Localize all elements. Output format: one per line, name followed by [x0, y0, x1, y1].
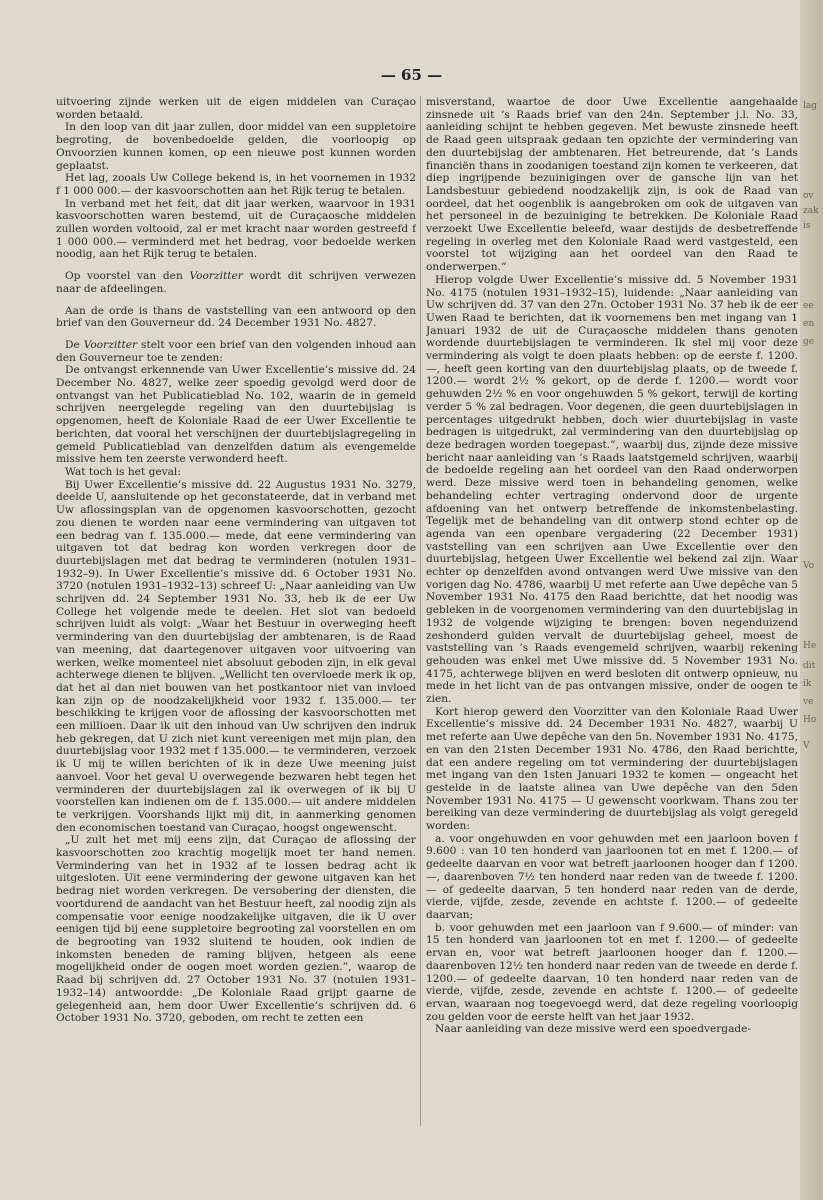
- paragraph: b. voor gehuwden met een jaarloon van f 9.600.— of minder: van 15 ten honderd van jaarloonen tot en met f. 1200.— of gedeelte ervan en, voor wat betreft jaarloonen hooger dan f. 1200.— daarenboven 12½ ten honderd naar reden van de tweede en derde f. 1200.— of gedeelte daarvan, 10 ten honderd naar reden van de vierde, vijfde, zesde, zevende en achtste f. 1200.— of gedeelte ervan, waaraan nog toegevoegd werd, dat deze regeling voorloopig zou gelden voor de eerste helft van het jaar 1932.: [426, 921, 798, 1023]
- edge-fragment: ik: [803, 679, 812, 689]
- edge-fragment: en: [803, 319, 815, 329]
- paragraph-voorzitter-proposal: Op voorstel van den Voorzitter wordt dit schrijven verwezen naar de afdeelingen.: [56, 270, 416, 295]
- paragraph: misverstand, waartoe de door Uwe Excellentie aangehaalde zinsnede uit ’s Raads brief van den 24n. September j.l. No. 33, aanleiding schijnt te hebben gegeven. Met bewuste zinsnede heeft de Raad geen uitspraak gedaan ten opzichte der vermindering van den duurtebijslag der ambtenaren. Het betreurende, dat ’s Lands financiën thans in zoodanigen toestand zijn komen te verkeeren, dat diep ingrijpende bezuinigingen over de gansche lijn van het Landsbestuur gebiedend noodzakelijk zijn, is ook de Raad van oordeel, dat het oogenblik is aangebroken om ook de uitgaven van het personeel in de bezuiniging te betrekken. De Koloniale Raad verzoekt Uwe Excellentie beleefd, waar destijds de desbetreffende regeling in overleg met den Koloniale Raad werd vastgesteld, een voorstel tot wijziging aan het oordeel van den Raad te onderwerpen.”: [426, 96, 798, 274]
- paragraph: Kort hierop gewerd den Voorzitter van den Koloniale Raad Uwer Excellentie’s missive dd. 24 December 1931 No. 4827, waarbij U met referte aan Uwe depêche van den 5n. November 1931 No. 4175, en van den 21sten December 1931 No. 4786, den Raad berichtte, dat een andere regeling om tot vermindering der duurtebijslagen met ingang van den 1sten Januari 1932 te komen — ongeacht het gestelde in de laatste alinea van Uwe depêche van den 5den November 1931 No. 4175 — U gewenscht voorkwam. Thans zou ter bereiking van deze vermindering de duurtebijslag als volgt geregeld worden:: [426, 705, 798, 833]
- paragraph: „U zult het met mij eens zijn, dat Curaçao de aflossing der kasvoorschotten zoo krachtig mogelijk moet ter hand nemen. Vermindering van het in 1932 af te lossen bedrag acht ik uitgesloten. Uit eene vermindering der gewone uitgaven kan het bedrag niet worden verkregen. De versobering der diensten, die voortdurend de aandacht van het Bestuur heeft, zal noodig zijn als compensatie voor eenige noodzakelijke uitgaven, die ik U over eenigen tijd bij eene suppletoire begrooting zal voorstellen en om de begrooting van 1932 sluitend te houden, ook indien de inkomsten beneden de raming blijven, hetgeen als eene mogelijkheid onder de oogen moet worden gezien.”, waarop de Raad bij schrijven dd. 27 October 1931 No. 37 (notulen 1931–1932–14) antwoordde: „De Koloniale Raad grijpt gaarne de gelegenheid aan, hem door Uwer Excellentie’s schrijven dd. 6 October 1931 No. 3720, geboden, om recht te zetten een: [56, 834, 416, 1025]
- voorzitter-italic: Voorzitter: [189, 270, 243, 283]
- left-column: [56, 96, 416, 1136]
- edge-fragment: lag: [803, 101, 818, 111]
- edge-fragment: He: [803, 641, 817, 651]
- paragraph: Naar aanleiding van deze missive werd een spoedvergade-: [435, 1023, 752, 1036]
- edge-fragment: ov: [803, 191, 814, 201]
- page-number: — 65 —: [380, 66, 443, 84]
- paragraph: Het lag, zooals Uw College bekend is, in het voornemen in 1932 f 1 000 000.— der kasvoorschotten aan het Rijk terug te betalen.: [56, 172, 416, 197]
- paragraph: uitvoering zijnde werken uit de eigen middelen van Curaçao worden betaald.: [56, 96, 416, 121]
- edge-fragment: ee: [803, 301, 814, 311]
- paragraph: Bij Uwer Excellentie’s missive dd. 22 Augustus 1931 No. 3279, deelde U, aansluitende op het geconstateerde, dat in verband met Uw aflossingsplan van de opgenomen kasvoorschotten, gezocht zou dienen te worden naar eene vermindering van uitgaven tot een bedrag van f. 135.000.— mede, dat eene vermindering van uitgaven tot dat bedrag kon worden verkregen door de duurtebijslagen met dat bedrag te verminderen (notulen 1931–1932–9). In Uwer Excellentie’s missive dd. 6 October 1931 No. 3720 (notulen 1931–1932–13) schreef U: „Naar aanleiding van Uw schrijven dd. 24 September 1931 No. 33, heb ik de eer Uw College het volgende mede te deelen. Het slot van bedoeld schrijven luidt als volgt: „Waar het Bestuur in overweging heeft vermindering van den duurtebijslag der ambtenaren, is de Raad van meening, dat daartegenover uitgaven voor uitvoering van werken, welke momenteel niet absoluut geboden zijn, in elk geval achterwege dienen te blijven. „Wellicht ten overvloede merk ik op, dat het al dan niet bouwen van het postkantoor niet van invloed kan zijn op de noodzakelijkheid voor 1932 f. 135.000.— ter beschikking te krijgen voor de aflossing der kasvoorschotten met een millioen. Daar ik uit den inhoud van Uw schrijven den indruk heb gekregen, dat U zich niet kunt vereenigen met mijn plan, den duurtebijslag voor 1932 met f 135.000.— te verminderen, verzoek ik U mij te willen berichten of ik in deze Uwe meening juist aanvoel. Voor het geval U overwegende bezwaren hebt tegen het verminderen der duurtebijslagen zal ik overwegen of ik bij U voorstellen kan indienen om de f. 135.000.— uit andere middelen te verkrijgen. Voorshands lijkt mij dit, in aanmerking genomen den economischen toestand van Curaçao, hoogst ongewenscht.: [56, 478, 416, 834]
- paragraph: Aan de orde is thans de vaststelling van een antwoord op den brief van den Gouverneur dd. 24 December 1931 No. 4827.: [56, 304, 416, 330]
- voorzitter-italic: Voorzitter: [83, 338, 138, 351]
- edge-fragment: zak: [803, 206, 819, 216]
- edge-fragment: ve: [803, 697, 814, 707]
- paragraph: Hierop volgde Uwer Excellentie’s missive dd. 5 November 1931 No. 4175 (notulen 1931–1932–15), luidende: „Naar aanleiding van Uw schrijven dd. 37 van den 27n. October 1931 No. 37 heb ik de eer Uwen Raad te berichten, dat ik voornemens ben met ingang van 1 Januari 1932 de uit de Curaçaosche middelen thans genoten wordende duurtebijslagen te verminderen. Ik stel mij voor deze vermindering als volgt te doen plaats hebben: op de eerste f. 1200.—, heeft geen korting van den duurtebijslag plaats, op de tweede f. 1200.— wordt 2½ % gekort, op de derde f. 1200.— wordt voor gehuwden 2½ % en voor ongehuwden 5 % gekort, terwijl de korting verder 5 % zal bedragen. Voor degenen, die geen duurtebijslagen in percentages uitgedrukt hebben, doch wier duurtebijslag in vaste bedragen is uitgedrukt, zal vermindering van den duurtebijslag op deze bedragen worden toegepast.”, waarbij dus, zijnde deze missive bericht naar aanleiding van ’s Raads laatstgemeld schrijven, waarbij de bedoelde regeling aan het oordeel van den Raad onderworpen werd. Deze missive werd toen in behandeling genomen, welke behandeling echter vertraging ondervond door de urgente afdoening van het ontwerp betreffende de inkomstenbelasting. Tegelijk met de behandeling van dit ontwerp stond echter op de agenda van een openbare vergadering (22 December 1931) vaststelling van een schrijven aan Uwe Excellentie over den duurtebijslag, hetgeen Uwer Excellentie wel bekend zal zijn. Waar echter op denzelfden avond ontvangen werd Uwe missive van den vorigen dag No. 4786, waarbij U met referte aan Uwe depêche van 5 November 1931 No. 4175 den Raad berichtte, dat het noodig was gebleken in de voorgenomen vermindering van den duurtebijslag in 1932 de volgende wijziging te brengen: boven negenduizend zeshonderd gulden vervalt de duurtebijslag geheel, moest de vaststelling van ’s Raads evengemeld schrijven, waarbij rekening gehouden was enkel met Uwe missive dd. 5 November 1931 No. 4175, achterwege blijven en werd besloten dit ontwerp opnieuw, nu mede in het licht van de pas ontvangen missive, onder de oogen te zien.: [426, 273, 798, 706]
- paragraph: In verband met het feit, dat dit jaar werken, waarvoor in 1931 kasvoorschotten waren bestemd, uit de Curaçaosche middelen zullen worden voltooid, zal er met kracht naar worden gestreefd f 1 000 000.— verminderd met het bedrag, voor bedoelde werken noodig, aan het Rijk terug te betalen.: [56, 197, 416, 261]
- paragraph: Wat toch is het geval:: [65, 465, 181, 478]
- edge-fragment: is: [803, 221, 811, 231]
- paragraph: De ontvangst erkennende van Uwer Excellentie’s missive dd. 24 December No. 4827, welke zeer spoedig gevolgd werd door de ontvangst van het Publicatieblad No. 102, waarin de in gemeld schrijven neergelegde regeling van den duurtebijslag is opgenomen, heeft de Koloniale Raad de eer Uwer Excellentie te berichten, dat vooral het verschijnen der duurtebijslagregeling in gemeld Publicatieblad van denzelfden datum als evengemelde missive hem ten zeerste verwonderd heeft.: [56, 364, 416, 466]
- paragraph: In den loop van dit jaar zullen, door middel van een suppletoire begroting, de bovenbedoelde gelden, die voorloopig op Onvoorzien kunnen komen, op een nieuwe post kunnen worden geplaatst.: [56, 121, 416, 172]
- paragraph-voorzitter-letter: De Voorzitter stelt voor een brief van den volgenden inhoud aan den Gouverneur toe te zenden:: [56, 338, 416, 364]
- paragraph: a. voor ongehuwden en voor gehuwden met een jaarloon boven f 9.600 : van 10 ten honderd van jaarloonen tot en met f. 1200.— of gedeelte daarvan en voor wat betreft jaarloonen hooger dan f 1200.—, daarenboven 7½ ten honderd naar reden van de tweede f. 1200.— of gedeelte daarvan, 5 ten honderd naar reden van de derde, vierde, vijfde, zesde, zevende en achtste f. 1200.— of gedeelte daarvan;: [426, 832, 798, 921]
- edge-fragment: ge: [803, 337, 815, 347]
- edge-fragment: dit: [803, 661, 816, 671]
- column-divider: [420, 96, 421, 1126]
- edge-fragment: Vo: [803, 561, 815, 571]
- edge-fragment: Ho: [803, 715, 817, 725]
- edge-fragment: V: [803, 741, 810, 751]
- right-column: [426, 96, 798, 1136]
- next-page-edge: [800, 0, 823, 1200]
